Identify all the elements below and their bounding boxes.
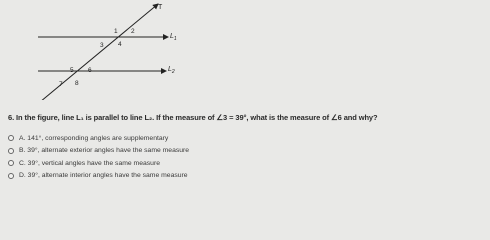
option-d[interactable]: [8, 170, 189, 183]
angle-7-label: 7: [59, 81, 63, 88]
option-c[interactable]: [8, 157, 189, 170]
angle-6-label: 6: [88, 67, 92, 74]
option-d-label: D. 39°, alternate interior angles have the same measure: [19, 172, 188, 180]
option-b-label: B. 39°, alternate exterior angles have the same measure: [19, 147, 190, 155]
line2-label: $L_2$: [168, 66, 175, 75]
radio-d[interactable]: [8, 173, 14, 179]
angle-4-label: 4: [118, 41, 122, 48]
question-text: 6. In the figure, line L₁ is parallel to line L₂. If the measure of ∠3 = 39°, what is the measure of ∠6 and why?: [8, 113, 378, 122]
angle-3-label: 3: [100, 42, 104, 49]
angle-2-label: 2: [131, 28, 135, 35]
transversal-label: T: [158, 4, 163, 11]
option-b[interactable]: [8, 145, 189, 158]
radio-b[interactable]: [8, 148, 14, 154]
angle-8-label: 8: [75, 80, 79, 87]
transversal-line: [40, 4, 158, 100]
line1-label: $L_1$: [170, 33, 177, 42]
option-c-label: C. 39°, vertical angles have the same measure: [19, 159, 160, 167]
angle-1-label: 1: [114, 28, 118, 35]
radio-c[interactable]: [8, 160, 14, 166]
radio-a[interactable]: [8, 135, 14, 141]
option-a-label: A. 141°, corresponding angles are supplementary: [19, 134, 169, 142]
angle-5-label: 5: [70, 67, 74, 74]
option-a[interactable]: [8, 132, 189, 145]
answer-options: [8, 132, 189, 182]
parallel-lines-figure: [0, 0, 200, 100]
